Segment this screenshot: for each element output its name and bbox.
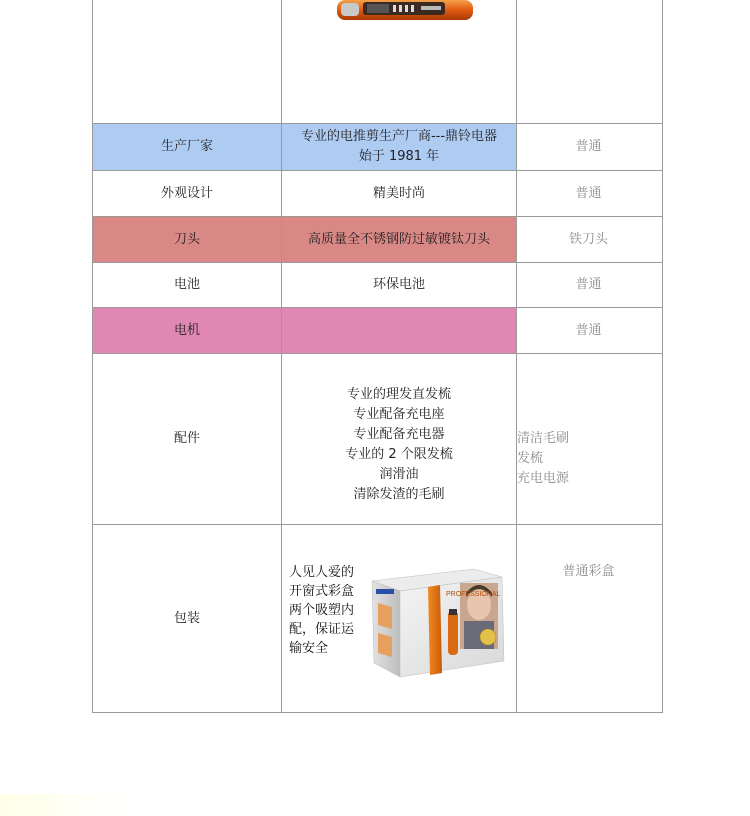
- row-compare-line: 发梳: [517, 451, 544, 466]
- row-label: 配件: [93, 354, 282, 524]
- row-detail: 高质量全不锈钢防过敏镀钛刀头: [282, 217, 517, 262]
- row-label: 外观设计: [93, 171, 282, 216]
- row-label: 电机: [93, 308, 282, 353]
- image-row-compare: [517, 0, 660, 123]
- row-detail: [282, 308, 517, 353]
- row-compare: 普通: [575, 322, 602, 338]
- table-row: [93, 171, 662, 217]
- footer-decoration: [0, 794, 130, 816]
- row-compare: [517, 354, 660, 524]
- row-compare: 铁刀头: [568, 231, 608, 247]
- hair-clipper-image: [337, 0, 477, 23]
- row-label: 刀头: [93, 217, 282, 262]
- row-detail: [282, 124, 517, 170]
- package-description-line: 开窗式彩盒: [289, 584, 355, 599]
- row-detail-line: 专业的电推剪生产厂商---鼎铃电器: [300, 129, 498, 144]
- row-compare: 普通: [575, 277, 602, 292]
- product-image-cell: [282, 0, 517, 123]
- row-detail-line: 清除发渣的毛刷: [353, 487, 445, 502]
- row-detail: 环保电池: [282, 263, 517, 307]
- row-detail-line: 专业配备充电器: [353, 427, 445, 442]
- package-brand-text: PROFESSIONAL: [446, 591, 501, 598]
- row-detail-line: 始于 1981 年: [358, 149, 440, 164]
- row-detail: [282, 354, 517, 524]
- table-row: [93, 263, 662, 308]
- row-label: 电池: [93, 263, 282, 307]
- row-detail-line: 专业的 2 个限发梳: [345, 447, 453, 462]
- package-description-line: 两个吸塑内: [289, 603, 355, 618]
- image-row-label: [93, 0, 282, 123]
- row-compare-line: 充电电源: [517, 471, 570, 486]
- row-compare: 普通彩盒: [562, 564, 615, 579]
- row-compare: 普通: [575, 185, 602, 201]
- row-detail: 精美时尚: [282, 171, 517, 216]
- package-description-line: 人见人爱的: [289, 565, 355, 580]
- table-row: [93, 354, 662, 525]
- table-row: [93, 308, 662, 354]
- package-description-line: 输安全: [289, 641, 329, 656]
- image-row: [93, 0, 662, 124]
- row-detail-line: 润滑油: [379, 467, 419, 482]
- table-row: [93, 525, 662, 713]
- row-label: 生产厂家: [93, 124, 282, 170]
- row-detail-line: 专业的理发直发梳: [346, 387, 451, 402]
- row-label: 包装: [93, 525, 282, 712]
- table-row: [93, 217, 662, 263]
- row-compare: 普通: [575, 139, 602, 154]
- package-cell: [282, 525, 517, 712]
- package-description: [289, 563, 367, 658]
- row-detail-line: 专业配备充电座: [353, 407, 445, 422]
- comparison-table: [92, 0, 663, 713]
- row-compare-line: 清洁毛刷: [517, 431, 570, 446]
- table-row: [93, 124, 662, 171]
- package-description-line: 配，保证运: [289, 622, 355, 637]
- package-box-image: [370, 563, 508, 681]
